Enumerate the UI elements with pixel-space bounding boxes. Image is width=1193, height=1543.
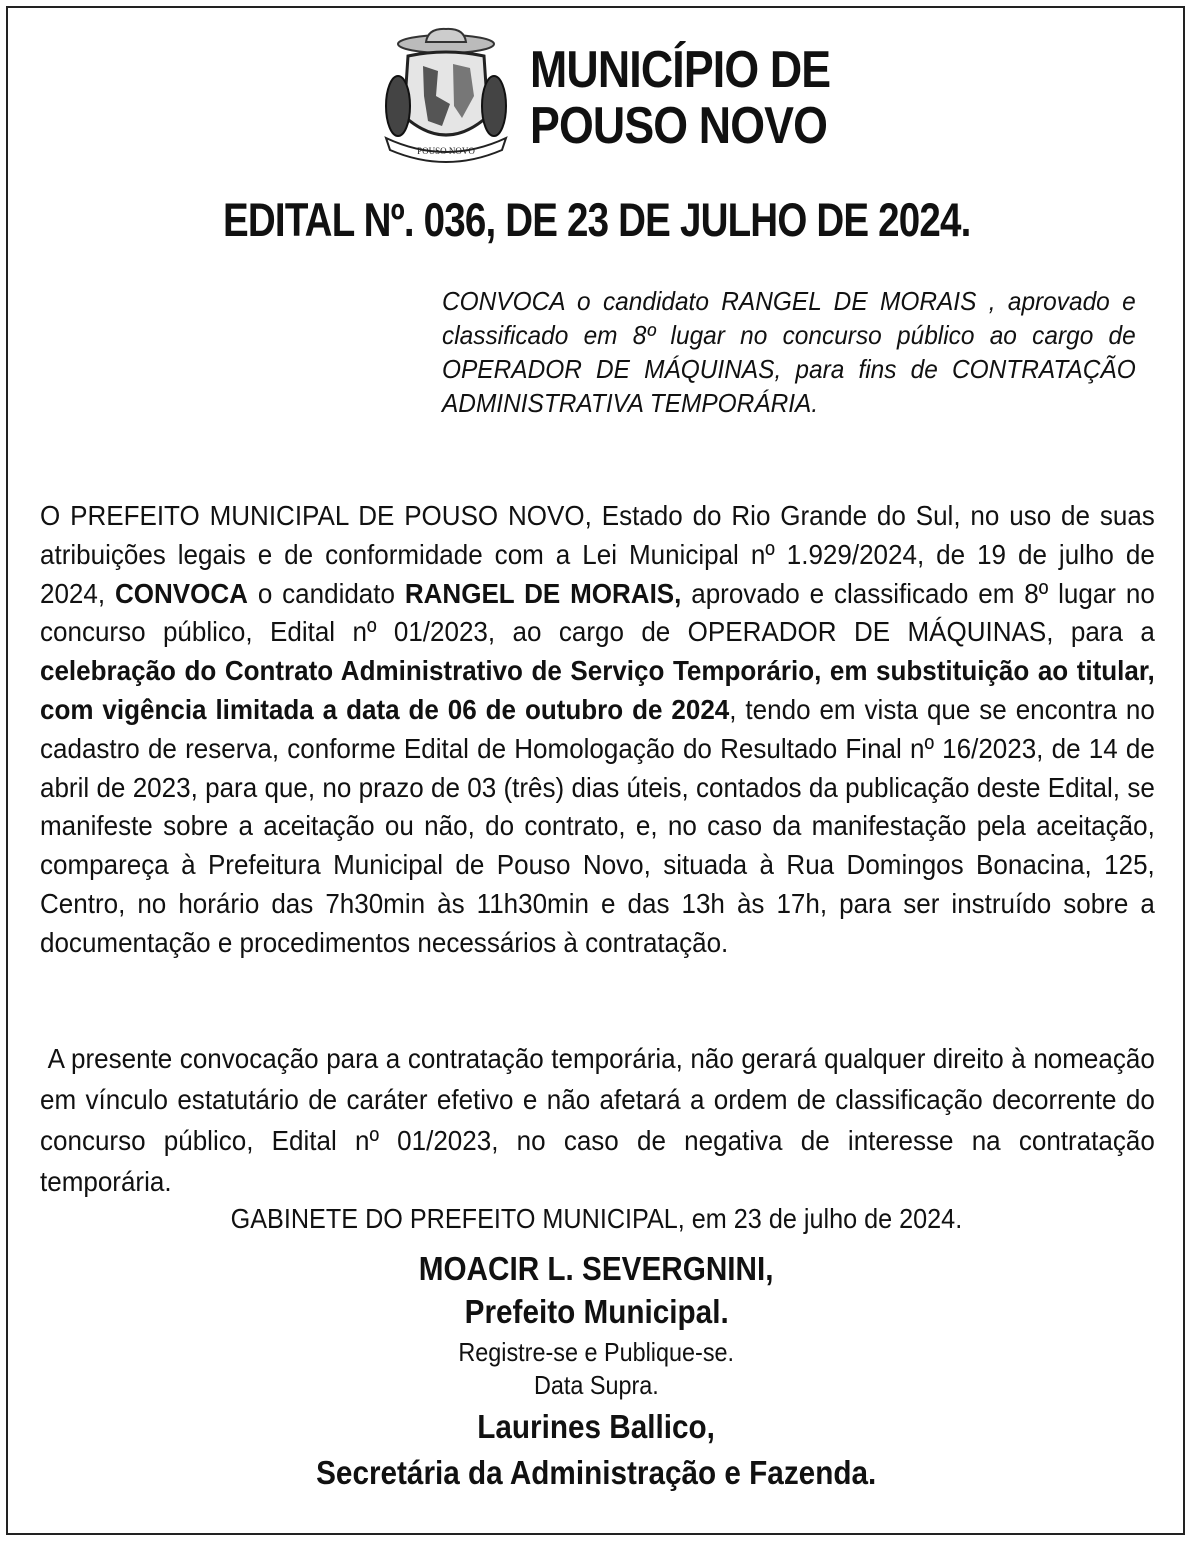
second-paragraph-text: A presente convocação para a contratação temporária, não gerará qualquer direito à nomeação em vínculo estatutário de caráter efetivo e não afetará a ordem de classificação decorrente do concurso público, Edital nº 01/2023, no caso de negativa de interesse na contratação temporária.: [40, 1043, 1163, 1197]
register-line: [0, 1337, 1193, 1368]
date-supra-text: Data Supra.: [534, 1370, 659, 1400]
municipality-name: [530, 42, 830, 154]
municipality-line2: POUSO NOVO: [530, 97, 828, 155]
register-text: Registre-se e Publique-se.: [458, 1337, 735, 1367]
paragraph1-part1: O PREFEITO MUNICIPAL DE POUSO NOVO, Estado do Rio Grande do Sul, no uso de suas atribuições legais e de conformidade com a Lei Municipal nº 1.929/2024, de 19 de julho de 2024,: [40, 500, 1155, 609]
main-paragraph: [40, 497, 1155, 963]
signer1-title: [0, 1293, 1193, 1331]
signer2-title-text: Secretária da Administração e Fazenda.: [316, 1454, 877, 1491]
signer1-name-text: MOACIR L. SEVERGNINI,: [419, 1250, 774, 1287]
paragraph1-bold-convoca: CONVOCA: [114, 577, 248, 609]
signer2-name: [0, 1408, 1193, 1446]
header: [378, 26, 898, 166]
municipal-seal-icon: [378, 26, 513, 166]
signer1-name: [0, 1250, 1193, 1288]
ementa: CONVOCA o candidato RANGEL DE MORAIS , aprovado e classificado em 8º lugar no concurso público ao cargo de OPERADOR DE MÁQUINAS, para fins de CONTRATAÇÃO ADMINISTRATIVA TEMPORÁRIA.: [442, 286, 1136, 418]
paragraph1-part4: , tendo em vista que se encontra no cadastro de reserva, conforme Edital de Homologação do Resultado Final nº 16/2023, de 14 de abril de 2023, para que, no prazo de 03 (três) dias úteis, contados da publicação deste Edital, se manifeste sobre a aceitação ou não, do contrato, e, no caso da manifestação pela aceitação, compareça à Prefeitura Municipal de Pouso Novo, situada à Rua Domingos Bonacina, 125, Centro, no horário das 7h30min às 11h30min e das 13h às 17h, para ser instruído sobre a documentação e procedimentos necessários à contratação.: [40, 693, 1155, 958]
paragraph1-bold-contract: celebração do Contrato Administrativo de Serviço Temporário, em substituição ao titular, com vigência limitada a data de 06 de outubro de 2024: [40, 655, 1155, 725]
second-paragraph: [40, 1038, 1163, 1202]
edital-title-text: EDITAL Nº. 036, DE 23 DE JULHO DE 2024.: [222, 193, 971, 246]
signer2-name-text: Laurines Ballico,: [477, 1408, 716, 1445]
gabinete-line: [0, 1203, 1193, 1235]
paragraph1-bold-candidate: RANGEL DE MORAIS,: [404, 577, 682, 609]
svg-text:POUSO NOVO: POUSO NOVO: [417, 146, 475, 156]
municipality-line1: MUNICÍPIO DE: [530, 41, 831, 99]
edital-title: [0, 192, 1193, 247]
gabinete-text: GABINETE DO PREFEITO MUNICIPAL, em 23 de julho de 2024.: [230, 1203, 963, 1234]
paragraph1-part2: o candidato: [247, 577, 405, 609]
paragraph1-part3: aprovado e classificado em 8º lugar no concurso público, Edital nº 01/2023, ao cargo de OPERADOR DE MÁQUINAS, para a: [40, 577, 1155, 648]
signer1-title-text: Prefeito Municipal.: [464, 1293, 729, 1330]
signer2-title: [0, 1454, 1193, 1492]
date-supra-line: [0, 1370, 1193, 1401]
